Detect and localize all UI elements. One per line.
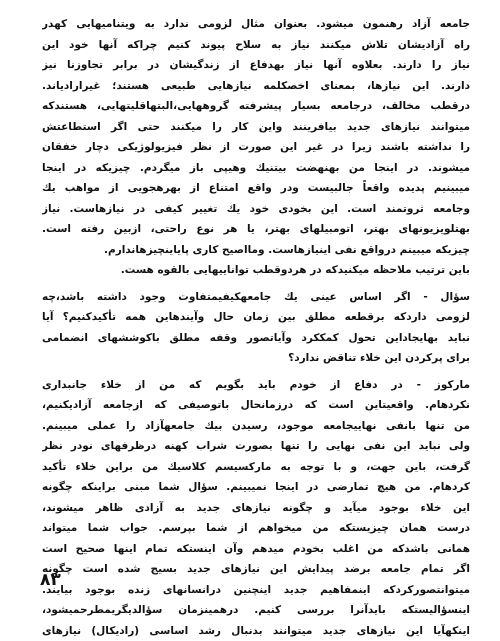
text-line: درست همان چیزیستکه من میخواهم از شما بپرسم. جواب شما میتواند: [42, 518, 470, 539]
text-line: نیاز را دارند. بعلاوه آنها نیاز بهدفاع از زندگیشان در برابر تجاوزنا نیز: [42, 55, 470, 76]
text-line: اینسؤالیستکه بایدآنرا بررسی کنیم. درهمینزمان سؤالدیگریمطرحمیشود،: [42, 600, 470, 621]
text-line: ولی نباید این نفی نهایی را تنها بصورت شراب کهنه درظرفهای نودر نظر: [42, 436, 470, 457]
text-line: کردهام. من هیچ تمارضی در اینجا نمیبینم. سؤال شما مبنی براینکه چگونه: [42, 477, 470, 498]
text-line: میبینیم پدیده واقعاً جالبیست ودر واقع امتناع از بهرهجویی از مواهب یك: [42, 178, 470, 199]
text-line: نباید بهایجاداین تحول کمککرد وآیاتصور وقفه مطلق باکوششهای انضمامی: [42, 328, 470, 349]
text-line: لزومی داردکه برقطعه مطلق بین زمان حال وآیندهاین همه تأکیدکنیم؟ آیا: [42, 307, 470, 328]
text-line: وجامعه ثروتمند است. این بخودی خود یك تغییر کیفی در نیازهاست. نیاز: [42, 199, 470, 220]
paragraph-1: [42, 14, 470, 260]
text-line: را نداشته باشند زیرا در غیر این صورت از نظر فیزیولوژیکی دچار خفقان: [42, 137, 470, 158]
text-line: این خلاء بوجود میآید و چگونه نیازهای جدید به آزادی ظاهر میشوند،: [42, 498, 470, 519]
text-line: اگر تمام جامعه برضد پیدایش این نیازهای جدید بسیج شده است چگونه: [42, 559, 470, 580]
text-line: میشوند. در اینجا من بهنهضت بیتنیك وهیپی باز میگردم. چیزیکه در اینجا: [42, 158, 470, 179]
text-line: میتوانتصورکردکه اینمفاهیم جدید اینچنین درانسانهای زنده بوجود بیایند.: [42, 580, 470, 601]
text-line: چیزیکه میبینم درواقع نفی اینیازهاست. ومااصیح کاری پایاینچیزهاندارم.: [42, 240, 470, 261]
paragraph-2: [42, 260, 470, 281]
text-line: باین ترتیب ملاحظه میکنیدکه در هردوقطب تواناییهایی بالقوه هست.: [42, 260, 470, 281]
text-line: بهتلویزیونهای بهتر، اتومبیلهای بهتر، یا هر نوع راحتی، ازبین رفته است.: [42, 219, 470, 240]
text-line: جامعه آزاد رهنمون میشود. بعنوان مثال لزومی ندارد به ویتنامیهایی کهدر: [42, 14, 470, 35]
text-line: سؤال - اگر اساس عینی یك جامعهکیفیمتفاوت وجود داشته باشد،چه: [42, 287, 470, 308]
page-body-text: [42, 14, 470, 641]
text-line: گرفت، باین جهت، و با توجه به مارکسیسم کلاسیك من براین خلاء تأکید: [42, 457, 470, 478]
text-line: دارند. این نیازها، بمعنای اخصکلمه نیازهایی طبیعی هستند؛ غیرارادیاند.: [42, 76, 470, 97]
text-line: برای پرکردن این خلاء تناقض ندارد؟: [42, 348, 470, 369]
answer-paragraph: [42, 375, 470, 641]
text-line: درقطب مخالف، درجامعه بسیار پیشرفته گروههایی،البتهاقلیتهایی، هستندکه: [42, 96, 470, 117]
text-line: راه آزادیشان تلاش میکنند نیاز به سلاح پیوند کنیم چراکه آنها خود این: [42, 35, 470, 56]
text-line: اینکهآیا این نیازهای جدید میتوانند بدنبال رشد اساسی (رادیکال) نیازهای: [42, 621, 470, 641]
page-number: ۸۳: [40, 570, 61, 590]
text-line: من تنها بانفی نهاییجامعه موجود، رسیدن بیك جامعهآزاد را عملی میبینم.: [42, 416, 470, 437]
text-line: نکردهام. واقعیتاین است که درزمانحال باتوصیفی که ازجامعه آزادیکنیم،: [42, 395, 470, 416]
text-line: همانی باشدکه من اغلب بخودم میدهم وآن اینستکه تمام اینها صحیح است: [42, 539, 470, 560]
text-line: مارکوز - در دفاع از خودم باید بگویم که من از خلاء جانبداری: [42, 375, 470, 396]
text-line: میتوانند نیازهای جدید بیافرینند واین کار را میکنند حتی اگر استطاعتش: [42, 117, 470, 138]
question-paragraph: [42, 287, 470, 369]
